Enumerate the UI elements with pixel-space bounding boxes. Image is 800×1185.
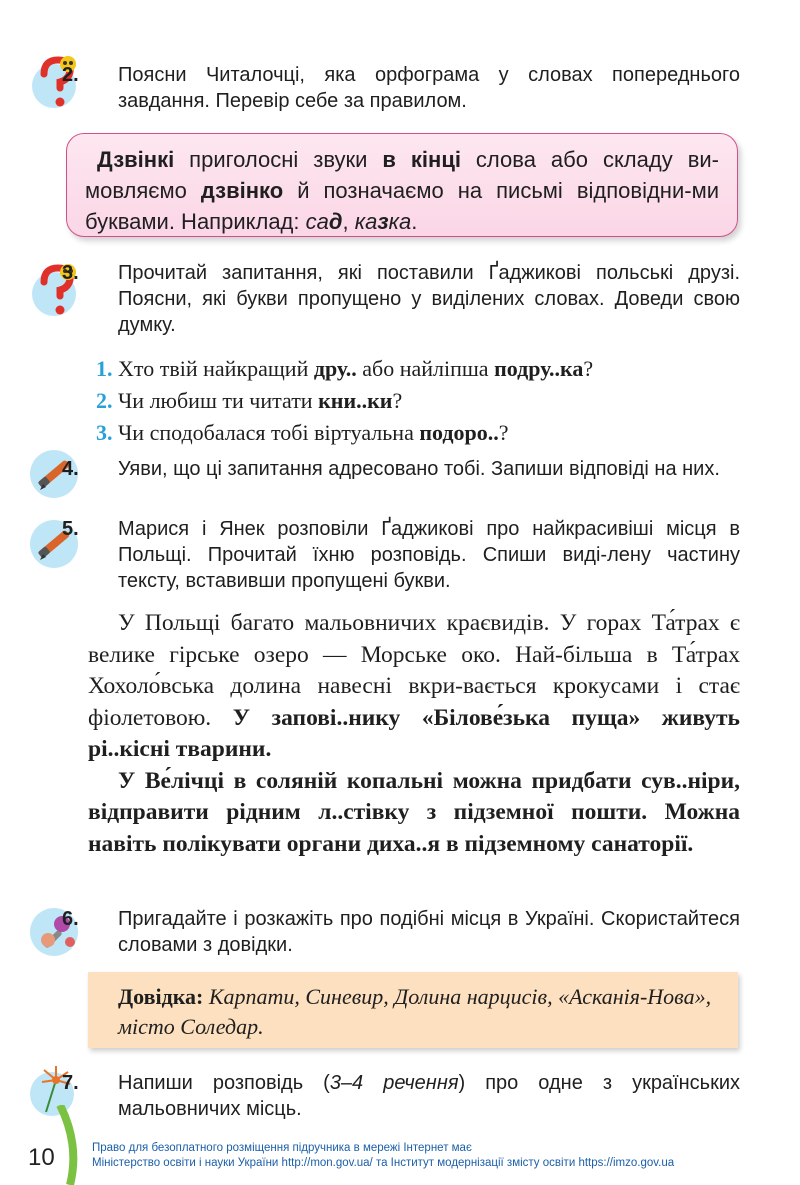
task-6: [62, 906, 740, 958]
task-number: 5.: [62, 518, 79, 540]
task-number: 6.: [62, 908, 79, 930]
task-7: 7. Напиши розповідь (3–4 речення) про одне з українських мальовничих місць.: [62, 1072, 741, 1120]
task-number: 2.: [62, 64, 79, 86]
list-item: 2. Чи любиш ти читати кни..ки?: [96, 388, 403, 413]
task-number: 7.: [62, 1072, 79, 1094]
rule-box: [66, 133, 738, 237]
task-text: Прочитай запитання, які поставили Ґаджикові польські друзі. Поясни, які букви пропущено у виділених словах. Доведи свою думку.: [118, 262, 740, 336]
page-number: 10: [28, 1144, 55, 1171]
task-3: [62, 260, 740, 338]
task-number: 3.: [62, 262, 79, 284]
hint-text: Довідка: Карпати, Синевир, Долина нарцисів, «Асканія-Нова», місто Соледар.: [118, 984, 712, 1039]
task-text: Уяви, що ці запитання адресовано тобі. Запиши відповіді на них.: [118, 458, 720, 480]
question-list: [96, 353, 593, 449]
task-4: [62, 456, 740, 482]
hint-label: Довідка:: [118, 984, 204, 1009]
story-paragraph: У Ве́лічці в соляній копальні можна придбати сув..ніри, відправити рідним л..стівку з підземної пошти. Можна навіть полікувати органи диха..я в підземному санаторії.: [88, 767, 740, 857]
task-text: Марися і Янек розповіли Ґаджикові про найкрасивіші місця в Польщі. Прочитай їхню розповідь. Спиши виді-лену частину тексту, вставивши пропущені букви.: [118, 518, 740, 592]
rule-text: Дзвінкі приголосні звуки в кінці слова або складу ви-мовляємо дзвінко й позначаємо на письмі відповідни-ми буквами. Наприклад: сад, казка.: [85, 147, 719, 234]
story-text: [88, 608, 740, 860]
hint-box: [88, 972, 738, 1048]
list-item: 3. Чи сподобалася тобі віртуальна подоро..?: [96, 420, 509, 445]
task-number: 4.: [62, 458, 79, 480]
task-5: [62, 516, 740, 594]
story-paragraph: У Польщі багато мальовничих краєвидів. У горах Та́трах є велике гірське озеро — Морське око. Най-більша в Та́трах Хохоло́вська долина навесні вкри-вається крокусами і стає фіолетовою. У запові..нику «Білове́зька пуща» живуть рі..кісні тварини.: [88, 610, 740, 762]
footer-copyright: Право для безоплатного розміщення підручника в мережі Інтернет має Міністерство освіти і науки України http://mon.gov.ua/ та Інститут модернізації змісту освіти https://imzo.gov.ua: [92, 1142, 675, 1169]
task-2: [62, 62, 740, 114]
task-text: Поясни Читалочці, яка орфограма у словах попереднього завдання. Перевір себе за правилом.: [118, 64, 740, 112]
task-text: Пригадайте і розкажіть про подібні місця в Україні. Скористайтеся словами з довідки.: [118, 908, 740, 956]
list-item: 1. Хто твій найкращий дру.. або найліпша подру..ка?: [96, 356, 594, 381]
